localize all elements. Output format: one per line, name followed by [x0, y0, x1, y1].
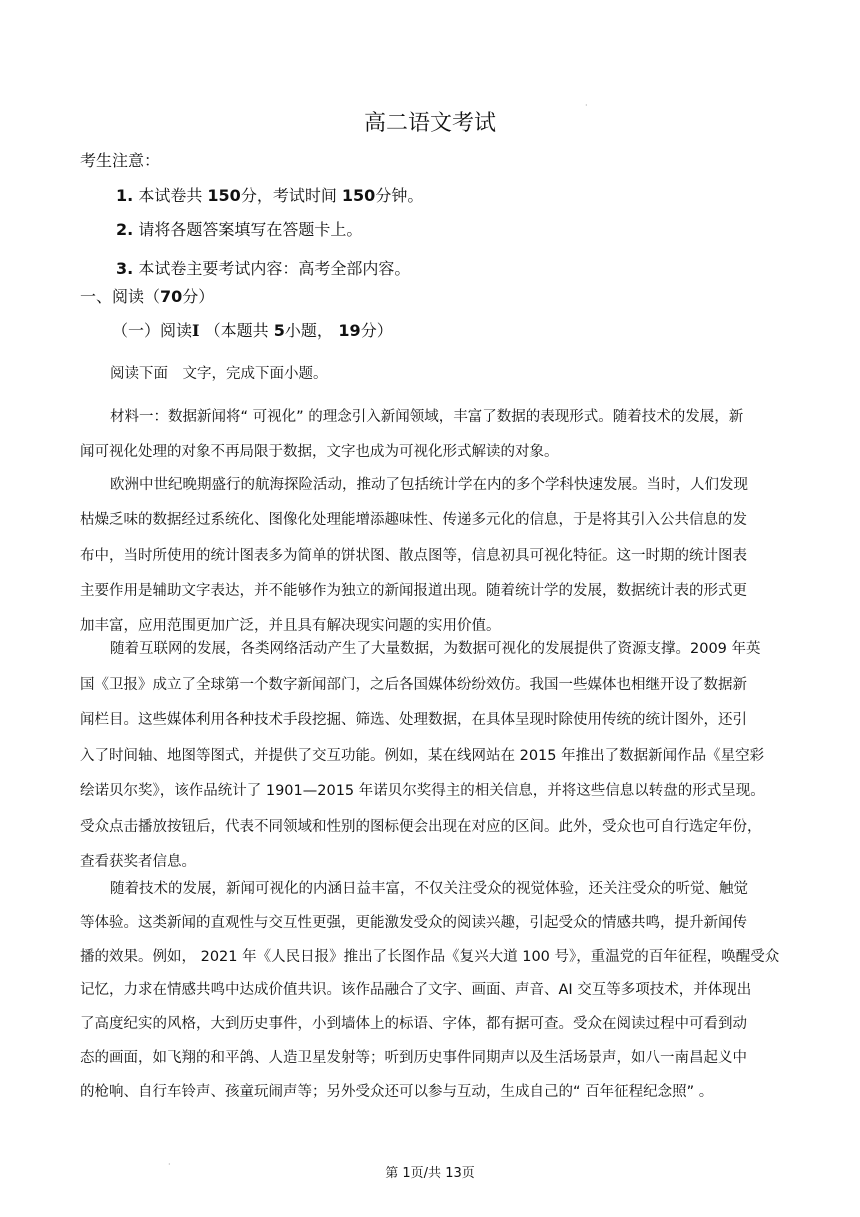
note-item-3 — [116, 256, 410, 279]
text-line: 播的效果。例如， 2021 年《人民日报》推出了长图作品《复兴大道 100 号》，重温党的百年征程，唤醒受众 — [80, 948, 780, 965]
text-line: 等体验。这类新闻的直观性与交互性更强，更能激发受众的阅读兴趣，引起受众的情感共鸣，提升新闻传 — [80, 914, 747, 931]
note-number: 1. — [116, 186, 134, 205]
notice-label: 考生注意： — [80, 151, 161, 170]
text-line: 记忆，力求在情感共鸣中达成价值共识。该作品融合了文字、画面、声音、AI 交互等多项技术，并体现出 — [80, 982, 752, 999]
paragraph-history — [80, 468, 792, 644]
paragraph-material-1 — [80, 400, 792, 470]
note-text: 本试卷主要考试内容：高考全部内容。 — [138, 259, 411, 278]
note-text: 分，考试时间 — [240, 186, 342, 205]
note-item-2 — [116, 217, 362, 240]
page-footer: 第 1页/共 13页 — [385, 1166, 475, 1181]
note-text: 分钟。 — [375, 186, 424, 205]
scan-dot: · — [168, 1160, 171, 1169]
text-line: 材料一：数据新闻将“ 可视化” 的理念引入新闻领域，丰富了数据的表现形式。随着技术的发展，新 — [110, 409, 744, 425]
reading-instruction: 阅读下面 文字，完成下面小题。 — [110, 366, 328, 382]
paragraph-internet — [80, 632, 792, 881]
text-line: 绘诺贝尔奖》，该作品统计了 1901—2015 年诺贝尔奖得主的相关信息，并将这些信息以转盘的形式呈现。 — [80, 783, 765, 799]
text-line: 随着技术的发展，新闻可视化的内涵日益丰富，不仅关注受众的视觉体验，还关注受众的听觉、触觉 — [110, 881, 748, 897]
note-item-1 — [116, 183, 423, 206]
page-number: 1 — [402, 1166, 411, 1181]
text-line: 枯燥乏味的数据经过系统化、图像化处理能增添趣味性、传递多元化的信息，于是将其引入公共信息的发 — [80, 512, 747, 529]
text-line: 受众点击播放按钮后，代表不同领域和性别的图标便会出现在对应的区间。此外，受众也可自行选定年份， — [80, 818, 762, 835]
text-line: 入了时间轴、地图等图式，并提供了交互功能。例如，某在线网站在 2015 年推出了数据新闻作品《星空彩 — [80, 747, 765, 764]
note-number: 3. — [116, 259, 134, 278]
note-number: 2. — [116, 220, 134, 239]
text-line: 了高度纪实的风格，大到历史事件，小到墙体上的标语、字体，都有据可查。受众在阅读过程中可看到动 — [80, 1016, 747, 1033]
page-title: 高二语文考试 — [363, 111, 496, 136]
page-total: 13 — [445, 1166, 462, 1181]
text-line: 欧洲中世纪晚期盛行的航海探险活动，推动了包括统计学在内的多个学科快速发展。当时，人们发现 — [110, 477, 748, 493]
text-line: 态的画面，如飞翔的和平鸽、人造卫星发射等；听到历史事件同期声以及生活场景声，如八一南昌起义中 — [80, 1049, 747, 1066]
scan-dot: · — [585, 101, 588, 110]
text-line: 闻栏目。这些媒体利用各种技术手段挖掘、筛选、处理数据，在具体呈现时除使用传统的统计图外，还引 — [80, 712, 747, 728]
note-score: 150 — [207, 186, 241, 205]
note-text: 本试卷共 — [138, 186, 208, 205]
text-line: 随着互联网的发展，各类网络活动产生了大量数据，为数据可视化的发展提供了资源支撑。2009 年英 — [110, 641, 761, 657]
text-line: 布中，当时所使用的统计图表多为简单的饼状图、散点图等，信息初具可视化特征。这一时期的统计图表 — [80, 547, 747, 564]
section-heading: 一、阅读（70分） — [80, 287, 215, 306]
note-time: 150 — [341, 186, 376, 205]
text-line: 主要作用是辅助文字表达，并不能够作为独立的新闻报道出现。随着统计学的发展，数据统计表的形式更 — [80, 582, 747, 599]
text-line: 加丰富，应用范围更加广泛，并且具有解决现实问题的实用价值。 — [80, 618, 501, 635]
text-line: 闻可视化处理的对象不再局限于数据，文字也成为可视化形式解读的对象。 — [80, 444, 559, 460]
text-line: 的枪响、自行车铃声、孩童玩闹声等；另外受众还可以参与互动，生成自己的“ 百年征程纪念照” 。 — [80, 1083, 714, 1100]
paragraph-technology — [80, 873, 792, 1110]
text-line: 查看获奖者信息。 — [80, 854, 196, 870]
text-line: 国《卫报》成立了全球第一个数字新闻部门，之后各国媒体纷纷效仿。我国一些媒体也相继开设了数据新 — [80, 676, 747, 693]
note-text: 请将各题答案填写在答题卡上。 — [138, 220, 363, 239]
section-score: 70 — [160, 287, 183, 306]
subsection-heading: （一）阅读I （本题共 5小题， 19分） — [112, 321, 393, 340]
